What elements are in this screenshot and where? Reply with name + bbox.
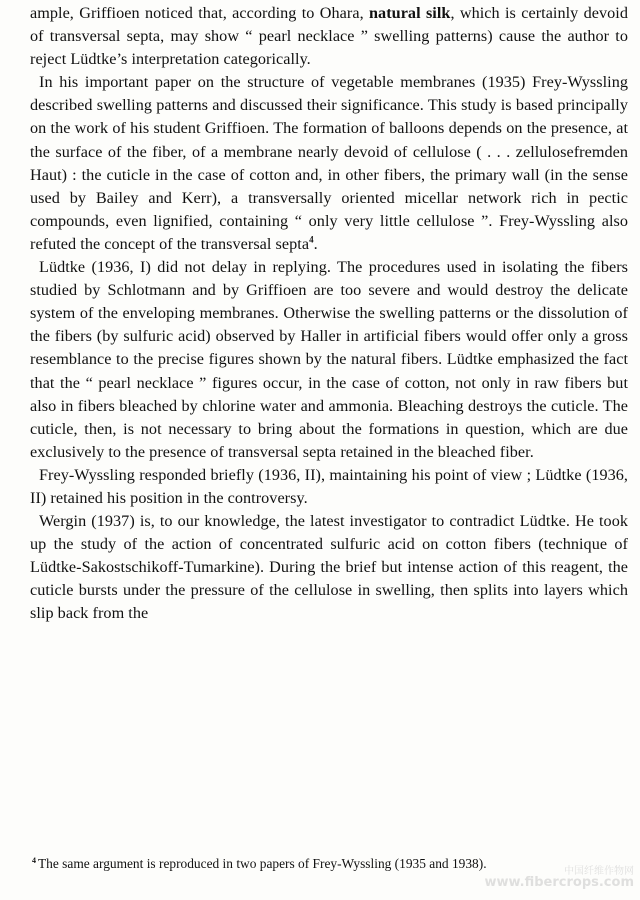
paragraph-text: Wergin (1937) is, to our knowledge, the latest investigator to contradict Lüdtke. He took up the study of the action of concentrated sulfuric acid on cotton fibers (technique of Lüdtke-Sakostschikoff-Tumarkine). During the brief but intense action of this reagent, the cuticle bursts under the pressure of the cellulose in swelling, then splits into layers which slip back from the (30, 512, 628, 623)
watermark-site-name: 中国纤维作物网 (564, 866, 634, 877)
watermark (484, 862, 634, 894)
footnote-reference: 4 (309, 234, 314, 245)
paragraph (30, 510, 628, 625)
paragraph (30, 256, 628, 464)
paragraph-text: In his important paper on the structure of vegetable membranes (1935) Frey-Wyssling described swelling patterns and discussed their significance. This study is based principally on the work of his student Griffioen. The formation of balloons depends on the presence, at the surface of the fiber, of a membrane nearly devoid of cellulose ( . . . zellulosefremden Haut) : the cuticle in the case of cotton and, in other fibers, the primary wall (in the sense used by Bailey and Kerr), a transversally oriented micellar network rich in pectic compounds, even lignified, containing “ only very little cellulose ”. Frey-Wyssling also refuted the concept of the transversal septa (30, 73, 628, 253)
paragraph-text: , which is certainly devoid of transversal septa, may show “ pearl necklace ” swelling patterns) cause the author to reject Lüdtke’s interpretation categorically. (30, 4, 628, 69)
paragraph-text: . (313, 234, 318, 253)
watermark-url: www.fibercrops.com (484, 875, 634, 890)
paragraph (30, 71, 628, 256)
body-text (30, 2, 628, 626)
footnote-text: The same argument is reproduced in two papers of Frey-Wyssling (1935 and 1938). (38, 856, 487, 871)
paragraph-text: Frey-Wyssling responded briefly (1936, II), maintaining his point of view ; Lüdtke (1936, II) retained his position in the controversy. (30, 465, 628, 507)
bold-term: natural silk (369, 4, 451, 22)
paragraph (30, 464, 628, 510)
footnote-marker: 4 (32, 855, 36, 865)
paragraph-text: ample, Griffioen noticed that, according to Ohara, (30, 4, 369, 22)
paragraph (30, 2, 628, 71)
paragraph-text: Lüdtke (1936, I) did not delay in replying. The procedures used in isolating the fibers studied by Schlotmann and by Griffioen are too severe and would destroy the delicate system of the enveloping membranes. Otherwise the swelling patterns or the dissolution of the fibers (by sulfuric acid) observed by Haller in artificial fibers would offer only a gross resemblance to the precise figures shown by the natural fibers. Lüdtke emphasized the fact that the “ pearl necklace ” figures occur, in the case of cotton, not only in raw fibers but also in fibers bleached by chlorine water and ammonia. Bleaching destroys the cuticle. The cuticle, then, is not necessary to bring about the formations in question, which are due exclusively to the presence of transversal septa retained in the bleached fiber. (30, 258, 628, 461)
